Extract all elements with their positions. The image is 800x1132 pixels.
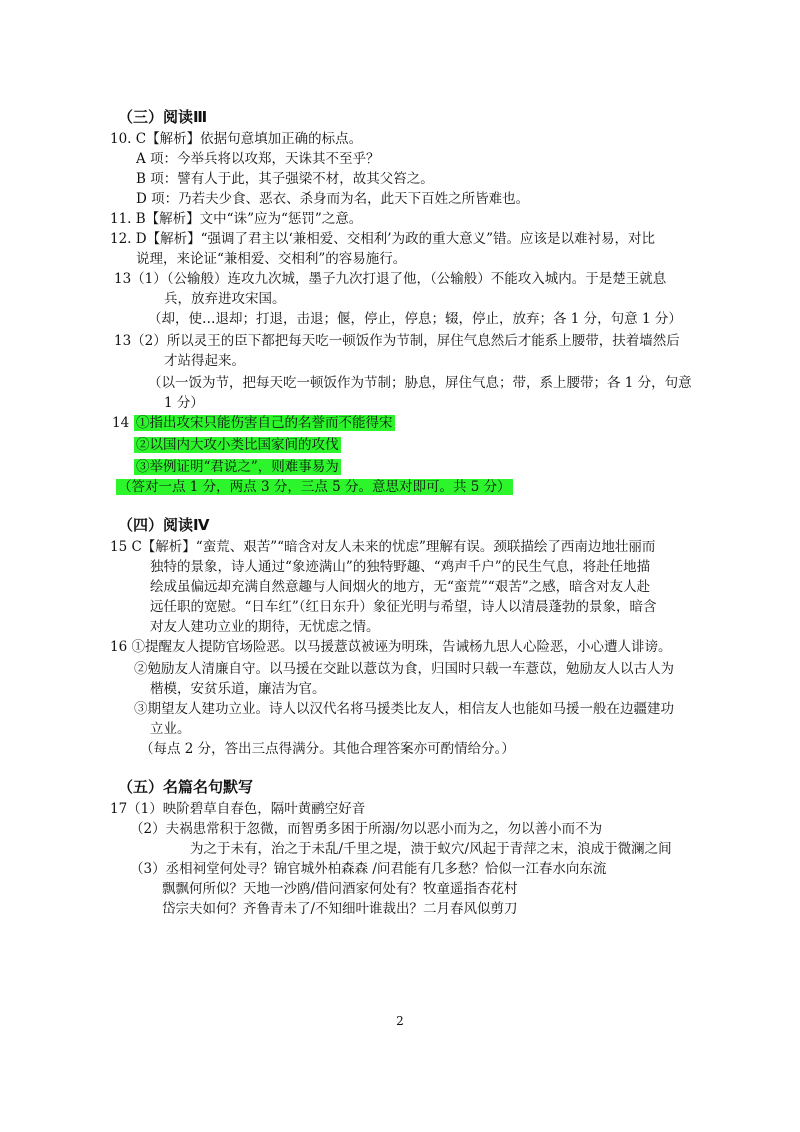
q16-line5: 立业。 <box>150 721 191 737</box>
q13a-line2: 兵，放弃进攻宋国。 <box>164 291 286 307</box>
highlight: ②以国内大攻小类比国家间的攻伐 <box>136 437 339 453</box>
page-number: 2 <box>396 1014 404 1028</box>
q10-option-a: A 项：今举兵将以攻郑，天诛其不至乎？ <box>136 151 380 167</box>
highlight: ③举例证明“君说之”，则难事易为 <box>136 459 339 475</box>
q13a-scoring: （却，使…退却；打退，击退；偃，停止，停息；辍，停止，放弃；各 1 分，句意 1 分） <box>148 311 682 327</box>
section4-title: （四）阅读Ⅳ <box>118 516 210 534</box>
q10-text: 10. C【解析】依据句意填加正确的标点。 <box>110 131 363 147</box>
q14-point3 <box>134 458 341 476</box>
q17-line3b: 飘飘何所似？天地一沙鸥/借问酒家何处有？牧童遥指杏花村 <box>162 881 518 897</box>
section5-title: （五）名篇名句默写 <box>118 778 254 796</box>
q17-line3c: 岱宗夫如何？齐鲁青未了/不知细叶谁裁出？二月春风似剪刀 <box>162 901 518 917</box>
q13b-scoring1: （以一饭为节，把每天吃一顿饭作为节制；胁息，屏住气息；带，系上腰带；各 1 分，句意 <box>148 375 692 391</box>
q16-line3: 楷模，安贫乐道，廉洁为官。 <box>150 681 326 697</box>
q10-option-b: B 项：譬有人于此，其子强梁不材，故其父笞之。 <box>136 171 434 187</box>
q16-line1: 16 ①提醒友人提防官场险恶。以马援薏苡被诬为明珠，告诫杨九思人心险恶，小心遭人诽谤。 <box>110 639 672 655</box>
q17-line1: 17（1）映阶碧草自春色，隔叶黄鹂空好音 <box>110 801 366 817</box>
q13b-line1: 13（2）所以灵王的臣下都把每天吃一顿饭作为节制，屏住气息然后才能系上腰带，扶着墙然后 <box>114 333 680 349</box>
highlight: ①指出攻宋只能伤害自己的名誉而不能得宋 <box>136 415 393 431</box>
q16-line2: ②勉励友人清廉自守。以马援在交趾以薏苡为食，归国时只载一车薏苡，勉励友人以古人为 <box>134 661 674 677</box>
q13b-line2: 才站得起来。 <box>164 353 245 369</box>
q17-line2b: 为之于未有，治之于未乱/千里之堤，溃于蚁穴/风起于青萍之末，浪成于微澜之间 <box>190 841 672 857</box>
q15-line4: 远任职的宽慰。“日车红”（红日东升）象征光明与希望，诗人以清晨蓬勃的景象，暗含 <box>150 599 657 615</box>
q12-line2: 说理，来论证“兼相爱、交相利”的容易施行。 <box>136 251 407 267</box>
q10-option-d: D 项：乃若夫少食、恶衣、杀身而为名，此天下百姓之所皆难也。 <box>136 191 530 207</box>
q15-line1: 15 C【解析】“蛮荒、艰苦”“暗含对友人未来的忧虑”理解有误。颈联描绘了西南边地壮丽而 <box>110 539 656 555</box>
q13b-scoring2: 1 分） <box>164 395 204 411</box>
q16-line4: ③期望友人建功立业。诗人以汉代名将马援类比友人，相信友人也能如马援一般在边疆建功 <box>134 701 674 717</box>
highlight: （答对一点 1 分，两点 3 分，三点 5 分。意思对即可。共 5 分） <box>118 479 511 495</box>
q15-line2: 独特的景象，诗人通过“象迹满山”的独特野趣、“鸡声千户”的民生气息，将赴任地描 <box>150 559 651 575</box>
q16-scoring: （每点 2 分，答出三点得满分。其他合理答案亦可酌情给分。） <box>140 741 515 757</box>
q17-line3a: （3）丞相祠堂何处寻？锦官城外柏森森 /问君能有几多愁？恰似一江春水向东流 <box>130 861 607 877</box>
q12-line1: 12. D【解析】“强调了君主以‘兼相爱、交相利’为政的重大意义”错。应该是以难衬易，对比 <box>110 231 655 247</box>
q15-line3: 绘成虽偏远却充满自然意趣与人间烟火的地方，无“蛮荒”“艰苦”之感，暗含对友人赴 <box>150 579 651 595</box>
q15-line5: 对友人建功立业的期待，无忧虑之情。 <box>150 619 380 635</box>
q13a-line1: 13（1）（公输般）连攻九次城，墨子九次打退了他，（公输般）不能攻入城内。于是楚王就息 <box>114 271 667 287</box>
q14-point2 <box>134 436 341 454</box>
section3-title: （三）阅读Ⅲ <box>118 108 208 126</box>
q17-line2a: （2）夫祸患常积于忽微，而智勇多困于所溺/勿以恶小而为之，勿以善小而不为 <box>130 821 603 837</box>
q14-point1 <box>134 414 395 432</box>
q11-text: 11. B【解析】文中“诛”应为“惩罚”之意。 <box>110 211 363 227</box>
q14-number: 14 <box>112 415 130 431</box>
q14-scoring <box>116 478 513 496</box>
